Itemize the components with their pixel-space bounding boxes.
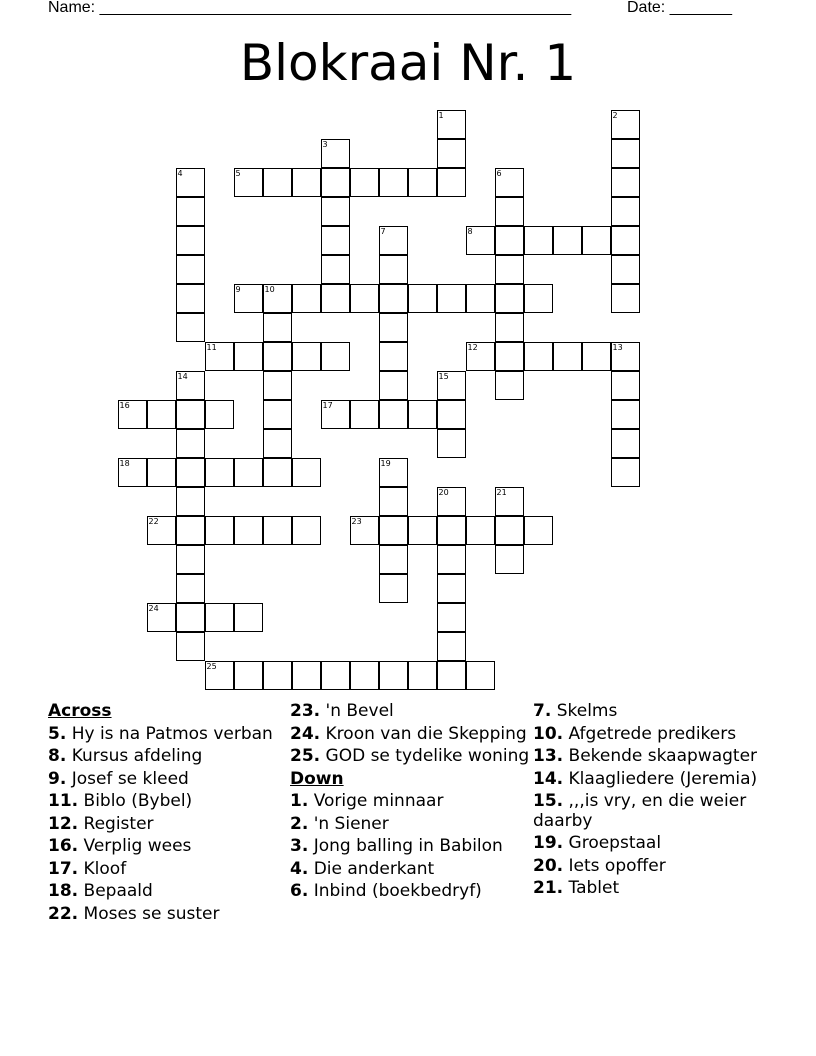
crossword-cell[interactable] xyxy=(611,139,640,168)
clue-number: 15 xyxy=(438,371,449,381)
crossword-cell[interactable] xyxy=(495,371,524,400)
crossword-cell[interactable] xyxy=(611,342,640,371)
clue-number: 14 xyxy=(177,371,188,381)
clue-number-label: 15. xyxy=(533,791,564,811)
crossword-cell[interactable] xyxy=(234,661,263,690)
crossword-cell[interactable] xyxy=(379,574,408,603)
crossword-cell[interactable] xyxy=(408,516,437,545)
crossword-cell[interactable] xyxy=(408,284,437,313)
clue-item xyxy=(533,834,793,854)
crossword-cell[interactable] xyxy=(379,342,408,371)
clue-number: 18 xyxy=(119,458,130,468)
clue-item xyxy=(48,747,288,767)
crossword-cell[interactable] xyxy=(408,168,437,197)
crossword-cell[interactable] xyxy=(147,458,176,487)
crossword-cell[interactable] xyxy=(263,516,292,545)
clue-text: Vorige minnaar xyxy=(308,791,444,811)
clue-number-label: 19. xyxy=(533,833,564,853)
clue-number-label: 1. xyxy=(290,791,309,811)
crossword-cell[interactable] xyxy=(176,313,205,342)
crossword-cell[interactable] xyxy=(263,284,292,313)
clue-text: Afgetrede predikers xyxy=(563,723,737,744)
clue-number-label: 14. xyxy=(533,768,564,789)
crossword-cell[interactable] xyxy=(234,284,263,313)
clue-text: Die anderkant xyxy=(308,858,435,879)
crossword-cell[interactable] xyxy=(437,284,466,313)
across-clue-list xyxy=(48,725,288,925)
clue-number-label: 9. xyxy=(48,768,67,789)
crossword-cell[interactable] xyxy=(611,197,640,226)
crossword-cell[interactable] xyxy=(147,516,176,545)
clue-number-label: 7. xyxy=(533,701,552,721)
clue-text: Biblo (Bybel) xyxy=(78,791,193,811)
clue-item xyxy=(290,725,530,745)
across-heading: Across xyxy=(48,701,112,721)
clues-column-1 xyxy=(48,702,288,927)
crossword-cell[interactable] xyxy=(292,168,321,197)
crossword-cell[interactable] xyxy=(292,516,321,545)
clue-text: 'n Bevel xyxy=(320,701,394,721)
clue-number-label: 23. xyxy=(290,701,321,721)
crossword-cell[interactable] xyxy=(379,400,408,429)
clue-text: Groepstaal xyxy=(563,833,662,853)
clue-item xyxy=(533,857,793,877)
clue-number: 19 xyxy=(380,458,391,468)
clue-item xyxy=(533,747,793,767)
crossword-cell[interactable] xyxy=(524,226,553,255)
crossword-cell[interactable] xyxy=(263,458,292,487)
clue-text: Verplig wees xyxy=(78,836,192,856)
clue-number-label: 13. xyxy=(533,746,564,766)
crossword-cell[interactable] xyxy=(350,516,379,545)
page-title: Blokraai Nr. 1 xyxy=(239,34,577,92)
clue-number-label: 6. xyxy=(290,881,309,901)
across-clue-list-continued xyxy=(290,702,530,767)
crossword-cell[interactable] xyxy=(321,661,350,690)
clue-item xyxy=(48,815,288,835)
crossword-cell[interactable] xyxy=(379,516,408,545)
clue-text: Register xyxy=(78,813,154,834)
crossword-cell[interactable] xyxy=(437,400,466,429)
clue-number-label: 8. xyxy=(48,746,67,766)
clue-item xyxy=(533,792,793,831)
crossword-cell[interactable] xyxy=(205,342,234,371)
crossword-cell[interactable] xyxy=(205,603,234,632)
crossword-cell[interactable] xyxy=(495,516,524,545)
clue-item xyxy=(48,882,288,902)
crossword-cell[interactable] xyxy=(350,661,379,690)
crossword-cell[interactable] xyxy=(495,313,524,342)
crossword-cell[interactable] xyxy=(437,371,466,400)
clue-text: Iets opoffer xyxy=(563,855,666,876)
crossword-cell[interactable] xyxy=(234,603,263,632)
crossword-cell[interactable] xyxy=(524,516,553,545)
clue-number-label: 2. xyxy=(290,813,309,834)
clue-item xyxy=(290,837,530,857)
crossword-cell[interactable] xyxy=(176,255,205,284)
crossword-cell[interactable] xyxy=(379,226,408,255)
crossword-cell[interactable] xyxy=(176,429,205,458)
clue-text: GOD se tydelike woning xyxy=(320,746,530,766)
crossword-cell[interactable] xyxy=(321,197,350,226)
clue-number: 1 xyxy=(438,110,444,120)
clue-item xyxy=(533,770,793,790)
crossword-cell[interactable] xyxy=(379,168,408,197)
clue-number: 22 xyxy=(148,516,159,526)
clue-number: 9 xyxy=(235,284,241,294)
crossword-cell[interactable] xyxy=(379,661,408,690)
crossword-cell[interactable] xyxy=(437,574,466,603)
clue-number: 5 xyxy=(235,168,241,178)
crossword-cell[interactable] xyxy=(234,342,263,371)
clue-number: 24 xyxy=(148,603,159,613)
crossword-cell[interactable] xyxy=(582,342,611,371)
crossword-cell[interactable] xyxy=(466,226,495,255)
crossword-cell[interactable] xyxy=(611,400,640,429)
crossword-cell[interactable] xyxy=(611,429,640,458)
clue-text: Bepaald xyxy=(78,881,153,901)
crossword-cell[interactable] xyxy=(495,545,524,574)
clue-text: Inbind (boekbedryf) xyxy=(308,881,482,901)
crossword-cell[interactable] xyxy=(205,458,234,487)
crossword-cell[interactable] xyxy=(321,226,350,255)
crossword-cell[interactable] xyxy=(582,226,611,255)
clue-number: 12 xyxy=(467,342,478,352)
crossword-cell[interactable] xyxy=(176,545,205,574)
clue-text: Skelms xyxy=(551,701,618,721)
crossword-cell[interactable] xyxy=(495,197,524,226)
crossword-cell[interactable] xyxy=(495,168,524,197)
clue-number-label: 18. xyxy=(48,881,79,901)
clue-number: 7 xyxy=(380,226,386,236)
crossword-cell[interactable] xyxy=(611,255,640,284)
crossword-cell[interactable] xyxy=(176,516,205,545)
crossword-cell[interactable] xyxy=(263,429,292,458)
crossword-cell[interactable] xyxy=(176,632,205,661)
clue-item xyxy=(533,702,793,722)
crossword-cell[interactable] xyxy=(147,400,176,429)
clue-number-label: 16. xyxy=(48,836,79,856)
clue-number-label: 10. xyxy=(533,723,564,744)
crossword-cell[interactable] xyxy=(176,574,205,603)
crossword-cell[interactable] xyxy=(205,400,234,429)
down-clue-list-continued xyxy=(533,702,793,899)
crossword-cell[interactable] xyxy=(437,632,466,661)
clue-text: Tablet xyxy=(563,878,620,898)
clue-number: 23 xyxy=(351,516,362,526)
clue-number: 25 xyxy=(206,661,217,671)
clue-text: ,,,is vry, en die weier daarby xyxy=(533,791,747,831)
clue-text: 'n Siener xyxy=(308,813,389,834)
crossword-cell[interactable] xyxy=(553,342,582,371)
crossword-cell[interactable] xyxy=(611,371,640,400)
date-field-line[interactable]: Date: _______ xyxy=(627,0,732,16)
clue-number-label: 20. xyxy=(533,855,564,876)
crossword-cell[interactable] xyxy=(176,603,205,632)
crossword-cell[interactable] xyxy=(147,603,176,632)
crossword-cell[interactable] xyxy=(495,284,524,313)
crossword-cell[interactable] xyxy=(263,313,292,342)
clue-number: 13 xyxy=(612,342,623,352)
clue-number: 6 xyxy=(496,168,502,178)
crossword-cell[interactable] xyxy=(321,400,350,429)
crossword-cell[interactable] xyxy=(379,545,408,574)
clue-number: 2 xyxy=(612,110,618,120)
down-clue-list xyxy=(290,792,530,902)
clue-item xyxy=(290,702,530,722)
clue-item xyxy=(533,725,793,745)
clue-item xyxy=(290,882,530,902)
crossword-cell[interactable] xyxy=(118,400,147,429)
clue-number-label: 5. xyxy=(48,723,67,744)
clue-number: 16 xyxy=(119,400,130,410)
clue-number-label: 3. xyxy=(290,836,309,856)
crossword-cell[interactable] xyxy=(234,168,263,197)
clue-number-label: 4. xyxy=(290,858,309,879)
clue-item xyxy=(290,815,530,835)
crossword-cell[interactable] xyxy=(321,255,350,284)
crossword-cell[interactable] xyxy=(118,458,147,487)
crossword-cell[interactable] xyxy=(379,255,408,284)
crossword-cell[interactable] xyxy=(350,284,379,313)
crossword-cell[interactable] xyxy=(466,516,495,545)
crossword-cell[interactable] xyxy=(408,661,437,690)
clue-number-label: 21. xyxy=(533,878,564,898)
clue-text: Bekende skaapwagter xyxy=(563,746,758,766)
crossword-cell[interactable] xyxy=(321,139,350,168)
clue-number: 20 xyxy=(438,487,449,497)
crossword-cell[interactable] xyxy=(524,284,553,313)
crossword-cell[interactable] xyxy=(437,110,466,139)
crossword-cell[interactable] xyxy=(611,284,640,313)
clue-text: Kloof xyxy=(78,858,127,879)
crossword-cell[interactable] xyxy=(379,458,408,487)
crossword-cell[interactable] xyxy=(495,342,524,371)
clue-number: 8 xyxy=(467,226,473,236)
crossword-cell[interactable] xyxy=(234,458,263,487)
crossword-cell[interactable] xyxy=(437,603,466,632)
crossword-cell[interactable] xyxy=(176,197,205,226)
crossword-cell[interactable] xyxy=(176,458,205,487)
crossword-cell[interactable] xyxy=(350,168,379,197)
crossword-cell[interactable] xyxy=(611,168,640,197)
crossword-cell[interactable] xyxy=(495,487,524,516)
crossword-cell[interactable] xyxy=(437,168,466,197)
clue-item xyxy=(290,792,530,812)
clue-number: 21 xyxy=(496,487,507,497)
clues-column-2 xyxy=(290,702,530,905)
crossword-cell[interactable] xyxy=(234,516,263,545)
clue-number: 4 xyxy=(177,168,183,178)
clue-text: Moses se suster xyxy=(78,903,220,924)
crossword-cell[interactable] xyxy=(176,168,205,197)
crossword-cell[interactable] xyxy=(437,487,466,516)
crossword-cell[interactable] xyxy=(408,400,437,429)
clue-number-label: 25. xyxy=(290,746,321,766)
crossword-cell[interactable] xyxy=(263,342,292,371)
name-field-line[interactable]: Name: _____________________________________________________ xyxy=(48,0,572,16)
crossword-cell[interactable] xyxy=(437,139,466,168)
clue-number: 11 xyxy=(206,342,217,352)
clue-text: Josef se kleed xyxy=(66,768,189,789)
crossword-cell[interactable] xyxy=(176,487,205,516)
clue-number: 3 xyxy=(322,139,328,149)
clue-number: 17 xyxy=(322,400,333,410)
crossword-cell[interactable] xyxy=(205,516,234,545)
crossword-cell[interactable] xyxy=(553,226,582,255)
crossword-cell[interactable] xyxy=(350,400,379,429)
crossword-cell[interactable] xyxy=(292,661,321,690)
clue-number-label: 12. xyxy=(48,813,79,834)
crossword-cell[interactable] xyxy=(176,284,205,313)
crossword-cell[interactable] xyxy=(263,168,292,197)
clue-number-label: 11. xyxy=(48,791,79,811)
crossword-cell[interactable] xyxy=(263,371,292,400)
clue-item xyxy=(290,747,530,767)
crossword-cell[interactable] xyxy=(495,255,524,284)
clue-text: Klaagliedere (Jeremia) xyxy=(563,768,758,789)
crossword-cell[interactable] xyxy=(379,284,408,313)
crossword-cell[interactable] xyxy=(176,371,205,400)
clue-item xyxy=(533,879,793,899)
clue-number-label: 22. xyxy=(48,903,79,924)
crossword-cell[interactable] xyxy=(176,226,205,255)
crossword-cell[interactable] xyxy=(524,342,553,371)
clues-column-3 xyxy=(533,702,793,902)
crossword-cell[interactable] xyxy=(495,226,524,255)
crossword-cell[interactable] xyxy=(437,661,466,690)
crossword-cell[interactable] xyxy=(321,168,350,197)
crossword-cell[interactable] xyxy=(263,400,292,429)
clue-item xyxy=(290,860,530,880)
crossword-cell[interactable] xyxy=(379,487,408,516)
crossword-cell[interactable] xyxy=(263,661,292,690)
crossword-cell[interactable] xyxy=(611,458,640,487)
crossword-cell[interactable] xyxy=(292,342,321,371)
crossword-cell[interactable] xyxy=(321,284,350,313)
crossword-cell[interactable] xyxy=(176,400,205,429)
clue-text: Kroon van die Skepping xyxy=(320,723,527,744)
crossword-cell[interactable] xyxy=(437,545,466,574)
clue-number: 10 xyxy=(264,284,275,294)
clue-number-label: 24. xyxy=(290,723,321,744)
crossword-cell[interactable] xyxy=(205,661,234,690)
clue-item xyxy=(48,770,288,790)
crossword-cell[interactable] xyxy=(292,284,321,313)
clue-text: Jong balling in Babilon xyxy=(308,836,503,856)
crossword-cell[interactable] xyxy=(321,342,350,371)
clue-item xyxy=(48,905,288,925)
crossword-cell[interactable] xyxy=(379,313,408,342)
crossword-cell[interactable] xyxy=(466,661,495,690)
crossword-cell[interactable] xyxy=(437,429,466,458)
clue-number-label: 17. xyxy=(48,858,79,879)
clue-text: Kursus afdeling xyxy=(66,746,203,766)
clue-item xyxy=(48,837,288,857)
crossword-cell[interactable] xyxy=(437,516,466,545)
crossword-cell[interactable] xyxy=(466,284,495,313)
crossword-cell[interactable] xyxy=(292,458,321,487)
crossword-cell[interactable] xyxy=(611,110,640,139)
crossword-cell[interactable] xyxy=(379,371,408,400)
clue-text: Hy is na Patmos verban xyxy=(66,723,273,744)
clue-item xyxy=(48,792,288,812)
clue-item xyxy=(48,725,288,745)
crossword-cell[interactable] xyxy=(466,342,495,371)
down-heading: Down xyxy=(290,768,344,789)
crossword-cell[interactable] xyxy=(611,226,640,255)
clue-item xyxy=(48,860,288,880)
